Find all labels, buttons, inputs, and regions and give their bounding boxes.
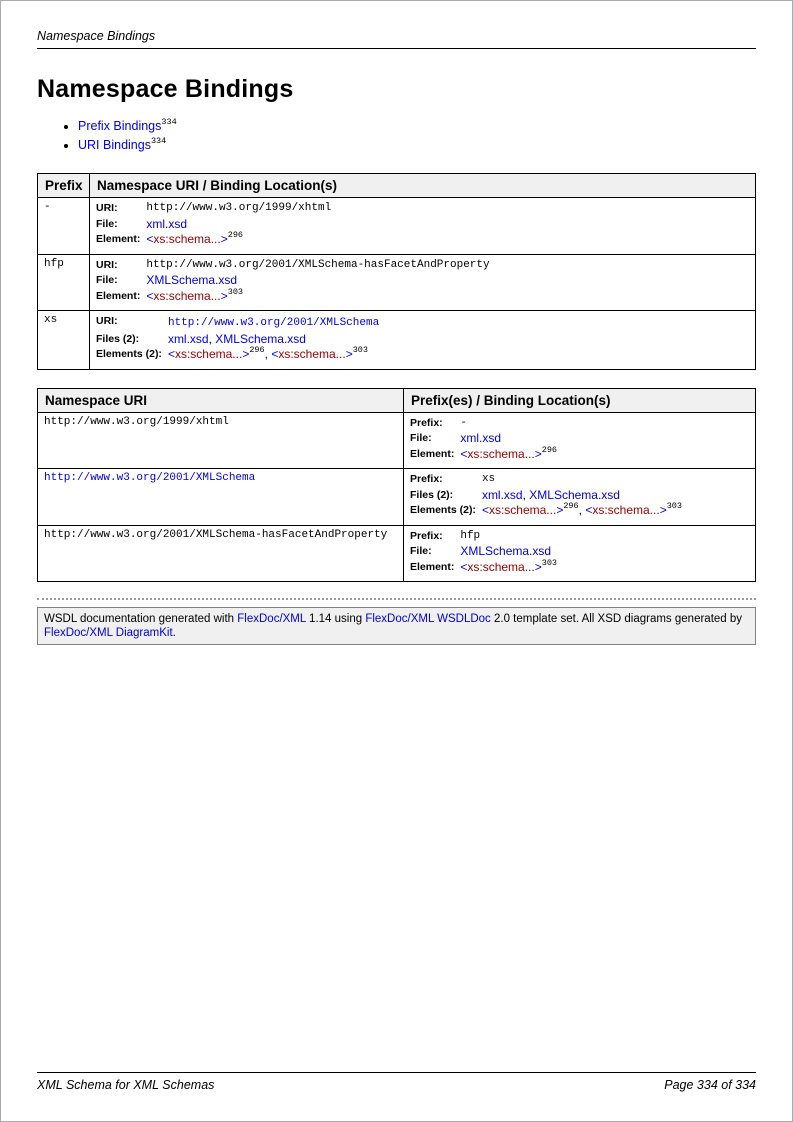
file-link[interactable]: xml.xsd — [167, 331, 209, 346]
page-ref-superscript: 303 — [227, 286, 244, 297]
close-bracket: > — [534, 446, 542, 461]
element-link[interactable] — [146, 232, 243, 246]
namespace-uri-bindings-column-header: Namespace URI / Binding Location(s) — [90, 174, 756, 198]
binding-fields — [410, 529, 749, 576]
close-bracket: > — [345, 347, 353, 361]
toc-link[interactable]: URI Bindings — [78, 138, 151, 152]
binding-cell — [90, 311, 756, 370]
field-label: File: — [96, 217, 118, 230]
element-link[interactable] — [146, 286, 244, 303]
generator-link[interactable]: FlexDoc/XML WSDLDoc — [365, 613, 491, 625]
field-label: URI: — [96, 315, 118, 327]
field-label: Prefix: — [410, 416, 443, 429]
prefix-cell: hfp — [38, 254, 90, 311]
open-bracket: < — [167, 347, 175, 361]
field-label: Prefix: — [410, 473, 443, 485]
page-ref-superscript: 296 — [249, 345, 265, 355]
file-link[interactable]: XMLSchema.xsd — [146, 273, 238, 287]
binding-cell — [404, 525, 756, 582]
close-bracket: > — [534, 559, 542, 574]
page-title: Namespace Bindings — [37, 75, 294, 103]
field-label: File: — [410, 432, 432, 444]
field-value — [460, 557, 749, 576]
toc-list — [37, 117, 756, 155]
page-ref-superscript: 303 — [666, 501, 683, 511]
footer-document-title: XML Schema for XML Schemas — [37, 1078, 215, 1092]
page-ref-superscript: 296 — [227, 230, 244, 240]
generator-link[interactable]: FlexDoc/XML DiagramKit — [44, 627, 173, 639]
binding-cell — [404, 412, 756, 469]
close-bracket: > — [659, 503, 667, 517]
prefix-column-header: Prefix — [38, 174, 90, 198]
element-name: xs:schema... — [467, 559, 535, 574]
field-label: Element: — [410, 447, 455, 460]
element-link[interactable] — [482, 503, 579, 517]
table-row — [38, 469, 756, 526]
field-value — [168, 314, 749, 332]
element-name: xs:schema... — [592, 503, 660, 517]
prefixes-bindings-column-header: Prefix(es) / Binding Location(s) — [404, 388, 756, 412]
close-bracket: > — [220, 288, 228, 303]
page-ref-superscript: 303 — [352, 345, 369, 355]
binding-cell — [404, 469, 756, 526]
field-value — [460, 544, 749, 560]
uri-bindings-table — [37, 388, 756, 583]
file-link[interactable]: xml.xsd — [460, 431, 502, 445]
close-bracket: > — [556, 503, 564, 517]
table-row — [38, 525, 756, 582]
field-label: Files (2): — [410, 488, 454, 501]
close-bracket: > — [220, 232, 228, 246]
binding-fields — [96, 201, 749, 248]
file-link[interactable]: XMLSchema.xsd — [215, 331, 306, 346]
field-value: http://www.w3.org/1999/xhtml — [146, 202, 332, 214]
field-label: URI: — [96, 202, 118, 214]
element-link[interactable] — [271, 347, 368, 361]
table-row — [38, 198, 756, 255]
page-content — [37, 1, 756, 645]
field-value — [146, 286, 749, 305]
element-name: xs:schema... — [153, 288, 221, 303]
generator-link[interactable]: FlexDoc/XML — [237, 613, 306, 625]
toc-link[interactable]: Prefix Bindings — [78, 119, 162, 133]
open-bracket: < — [585, 503, 593, 517]
close-bracket: > — [242, 347, 250, 361]
field-value: xml.xsd, XMLSchema.xsd — [167, 331, 306, 346]
field-value: <xs:schema...>$^{296}$, <xs:schema...>$^{303}$ — [167, 345, 369, 361]
element-name: xs:schema... — [278, 347, 346, 361]
page-ref-superscript: 303 — [541, 557, 558, 568]
namespace-uri-column-header: Namespace URI — [38, 388, 404, 412]
binding-fields — [410, 416, 749, 463]
field-value: http://www.w3.org/2001/XMLSchema-hasFacetAndProperty — [146, 258, 490, 271]
page-ref-superscript: 296 — [563, 501, 579, 511]
file-link[interactable]: xml.xsd — [146, 216, 188, 231]
field-label: Elements (2): — [410, 504, 476, 516]
field-label: URI: — [96, 258, 118, 271]
table-header-row — [38, 174, 756, 198]
field-label: Element: — [410, 560, 455, 573]
prefix-cell: - — [38, 198, 90, 255]
open-bracket: < — [481, 503, 489, 517]
footer-page-number: Page 334 of 334 — [664, 1078, 756, 1092]
table-row — [38, 254, 756, 311]
page-ref-superscript: 296 — [541, 444, 558, 455]
namespace-uri-cell: http://www.w3.org/1999/xhtml — [38, 412, 404, 469]
field-value: xs — [481, 473, 496, 485]
generator-note: WSDL documentation generated with FlexDoc/XML 1.14 using FlexDoc/XML WSDLDoc 2.0 template set. All XSD diagrams generated by FlexDoc/XML DiagramKit. — [37, 607, 756, 645]
field-label: File: — [96, 274, 118, 286]
element-name: xs:schema... — [174, 347, 243, 361]
field-value — [460, 431, 749, 447]
table-header-row — [38, 388, 756, 412]
toc-item — [78, 117, 756, 136]
open-bracket: < — [146, 288, 154, 303]
binding-cell — [90, 254, 756, 311]
open-bracket: < — [271, 347, 279, 361]
namespace-uri-link[interactable]: http://www.w3.org/2001/XMLSchema — [167, 317, 380, 329]
field-label: File: — [410, 545, 432, 557]
element-link[interactable] — [585, 503, 682, 517]
open-bracket: < — [460, 559, 468, 574]
file-link[interactable]: XMLSchema.xsd — [460, 544, 552, 558]
running-header: Namespace Bindings — [37, 1, 756, 49]
element-name: xs:schema... — [488, 503, 557, 517]
field-label: Element: — [96, 233, 141, 245]
element-link[interactable] — [168, 347, 265, 361]
open-bracket: < — [146, 232, 154, 246]
field-label: Element: — [96, 289, 141, 302]
field-label: Prefix: — [410, 529, 443, 542]
toc-item — [78, 136, 756, 155]
field-label: Files (2): — [96, 332, 140, 345]
field-value — [460, 444, 749, 463]
binding-fields — [96, 258, 749, 305]
file-link[interactable]: xml.xsd — [481, 487, 523, 502]
file-link[interactable]: XMLSchema.xsd — [529, 487, 620, 502]
namespace-uri-link[interactable]: http://www.w3.org/2001/XMLSchema — [44, 472, 256, 484]
element-name: xs:schema... — [153, 232, 221, 246]
element-name: xs:schema... — [467, 446, 535, 461]
namespace-uri-cell — [38, 469, 404, 526]
page-footer — [37, 1072, 756, 1092]
binding-fields — [96, 314, 749, 363]
binding-fields — [410, 472, 749, 519]
page-ref-superscript: 334 — [150, 135, 167, 146]
field-value: hfp — [460, 529, 481, 542]
field-value: - — [460, 416, 467, 429]
prefix-bindings-table — [37, 173, 756, 370]
namespace-uri-cell: http://www.w3.org/2001/XMLSchema-hasFacetAndProperty — [38, 525, 404, 582]
dotted-separator — [37, 598, 756, 600]
field-value: xml.xsd, XMLSchema.xsd — [481, 487, 620, 502]
prefix-cell: xs — [38, 311, 90, 370]
table-row — [38, 412, 756, 469]
field-value — [146, 232, 749, 248]
table-row — [38, 311, 756, 370]
binding-cell — [90, 198, 756, 255]
open-bracket: < — [460, 446, 468, 461]
element-link[interactable] — [460, 557, 558, 574]
field-value: <xs:schema...>$^{296}$, <xs:schema...>$^{303}$ — [481, 501, 683, 517]
page-ref-superscript: 334 — [161, 116, 177, 127]
element-link[interactable] — [460, 444, 558, 461]
field-label: Elements (2): — [96, 348, 162, 360]
